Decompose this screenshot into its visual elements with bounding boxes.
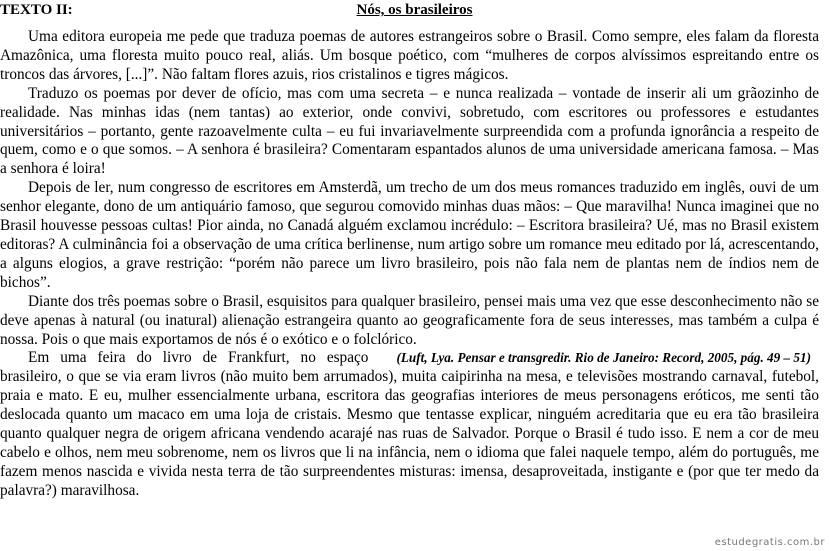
text-title: Nós, os brasileiros [356,2,473,18]
text-header [0,2,829,20]
paragraph-3: Depois de ler, num congresso de escritores em Amsterdã, um trecho de um dos meus romances traduzido em inglês, ouvi de um senhor elegante, dono de um antiquário famoso, que segurou comovido minhas duas mãos: – Que maravilha! Nunca imaginei que no Brasil houvesse pessoas cultas! Pior ainda, no Canadá alguém exclamou incrédulo: – Escritora brasileira? Ué, mas no Brasil existem editoras? A culminância foi a observação de uma crítica berlinense, num artigo sobre um romance meu editado por lá, acrescentando, a alguns elogios, a grave restrição: “porém não parece um livro brasileiro, pois não fala nem de plantas nem de índios nem de bichos”. [0,179,819,291]
paragraph-4: Diante dos três poemas sobre o Brasil, esquisitos para qualquer brasileiro, pensei mais uma vez que esse desconhecimento não se deve apenas à natural (ou inatural) alienação estrangeira quanto ao geograficamente fora de seus interesses, mas também a culpa é nossa. Pois o que mais exportamos de nós é o exótico e o folclórico. [0,292,819,348]
paragraph-2: Traduzo os poemas por dever de ofício, mas com uma secreta – e nunca realizada – vontade de inserir ali um grãozinho de realidade. Nas minhas idas (nem tantas) ao exterior, onde convivi, sobretudo, com escritores ou professores e estudantes universitários – portanto, gente razoavelmente culta – eu fui invariavelmente surpreendida com a profunda ignorância a respeito de quem, como e o que somos. – A senhora é brasileira? Comentaram espantados alunos de uma universidade americana famosa. – Mas a senhora é loira! [0,84,819,178]
text-label: TEXTO II: [0,2,73,18]
site-watermark: estudegratis.com.br [714,537,825,548]
paragraph-1: Uma editora europeia me pede que traduza poemas de autores estrangeiros sobre o Brasil. Como sempre, eles falam da floresta Amazônica, uma floresta muito pouco real, aliás. Um bosque poético, com “mulheres de corpos alvíssimos espreitando entre os troncos das árvores, [...]”. Não faltam flores azuis, rios cristalinos e tigres mágicos. [0,28,819,83]
paragraph-5 [0,349,819,500]
source-citation: (Luft, Lya. Pensar e transgredir. Rio de Janeiro: Record, 2005, pág. 49 – 51) [396,350,811,366]
text-body [0,28,819,501]
paragraph-5-text: Em uma feira do livro de Frankfurt, no espaço brasileiro, o que se via eram livros (não muito bem arrumados), muita caipirinha na mesa, e televisões mostrando carnaval, futebol, praia e mato. E eu, mulher essencialmente urbana, escritora das geografias interiores de meus personagens eróticos, me senti tão deslocada quanto um macaco em uma loja de cristais. Mesmo que tentasse explicar, ninguém acreditaria que eu era tão brasileira quanto qualquer negra de origem africana vendendo acarajé nas ruas de Salvador. Porque o Brasil é tudo isso. E nem a cor de meu cabelo e olhos, nem meu sobrenome, nem os livros que li na infância, nem o idioma que falei naquele tempo, além do português, me fazem menos nascida e vivida nesta terra de tão surpreendentes misturas: imensa, desaproveitada, instigante e (por que ter medo da palavra?) maravilhosa. [0,349,819,499]
